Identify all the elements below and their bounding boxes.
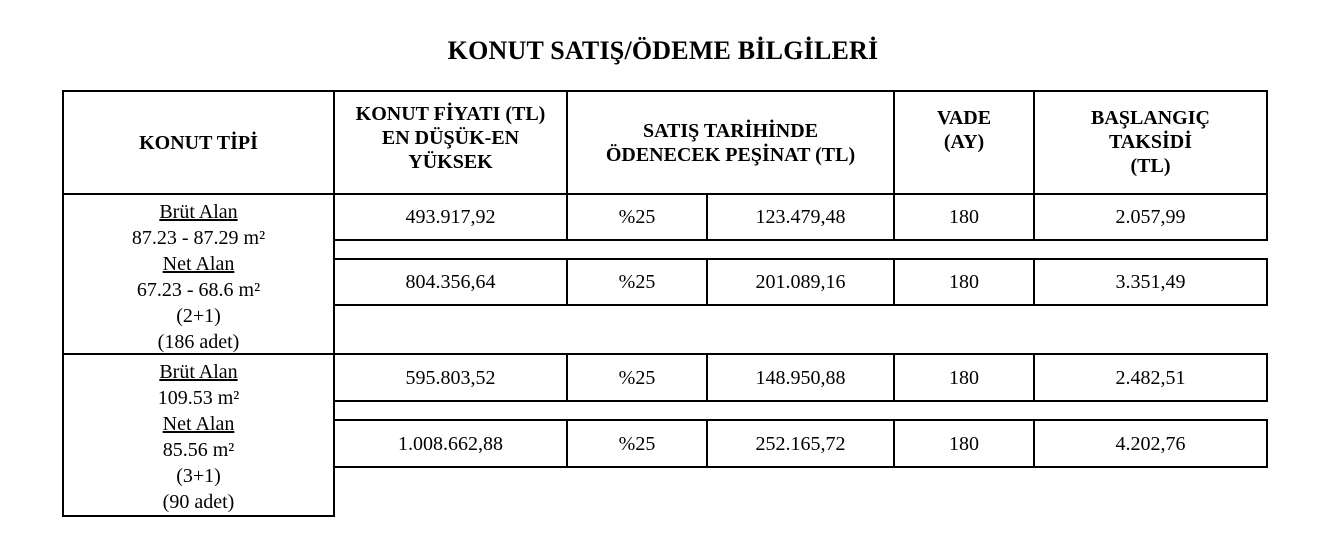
header-konut-tipi [62, 90, 335, 195]
row3-oran [566, 353, 708, 402]
brut-alan-value: 87.23 - 87.29 m² [131, 227, 266, 249]
header-vade [893, 90, 1035, 195]
row4-oran-value: %25 [618, 432, 656, 455]
row4-vade [893, 419, 1035, 468]
row4-fiyat [333, 419, 568, 468]
row1-taksit-value: 2.057,99 [1115, 206, 1186, 228]
unit-count: (90 adet) [162, 491, 235, 513]
brut-alan-label: Brüt Alan [159, 361, 238, 383]
header-fiyat-line3: YÜKSEK [408, 151, 493, 173]
net-alan-value: 67.23 - 68.6 m² [136, 279, 261, 301]
row1-oran-value: %25 [618, 206, 656, 228]
row1-pesinat-value: 123.479,48 [755, 206, 846, 228]
row4-taksit [1033, 419, 1268, 468]
header-konut-tipi-label: KONUT TİPİ [139, 131, 258, 154]
header-fiyat-line1: KONUT FİYATI (TL) [355, 103, 546, 125]
row3-taksit-value: 2.482,51 [1115, 366, 1186, 389]
header-pesinat [566, 90, 895, 195]
room-layout: (3+1) [176, 465, 221, 487]
header-pesinat-line2: ÖDENECEK PEŞİNAT (TL) [605, 143, 856, 166]
row3-oran-value: %25 [618, 366, 656, 389]
row4-pesinat-value: 252.165,72 [755, 432, 846, 455]
row3-fiyat [333, 353, 568, 402]
header-konut-fiyati [333, 90, 568, 195]
konut-tipi-cell-3plus1 [62, 353, 335, 517]
row2-pesinat-value: 201.089,16 [755, 271, 846, 293]
row2-fiyat [333, 258, 568, 306]
row4-oran [566, 419, 708, 468]
row3-fiyat-value: 595.803,52 [405, 366, 496, 389]
row2-taksit-value: 3.351,49 [1115, 271, 1186, 293]
row1-fiyat-value: 493.917,92 [405, 206, 496, 228]
row1-vade-value: 180 [949, 206, 979, 228]
header-baslangic-taksidi [1033, 90, 1268, 195]
row2-vade-value: 180 [949, 271, 979, 293]
header-taksit-line1: BAŞLANGIÇ [1091, 107, 1210, 129]
row2-pesinat [706, 258, 895, 306]
net-alan-label: Net Alan [162, 413, 235, 435]
konut-tipi-cell-2plus1 [62, 193, 335, 355]
header-pesinat-line1: SATIŞ TARİHİNDE [642, 119, 819, 142]
row1-vade [893, 193, 1035, 241]
header-taksit-line2: TAKSİDİ [1109, 131, 1192, 153]
brut-alan-label: Brüt Alan [159, 201, 238, 223]
room-layout: (2+1) [176, 305, 221, 327]
row3-pesinat [706, 353, 895, 402]
row2-taksit [1033, 258, 1268, 306]
row2-vade [893, 258, 1035, 306]
row4-taksit-value: 4.202,76 [1115, 432, 1186, 455]
unit-count: (186 adet) [157, 331, 240, 353]
row2-oran-value: %25 [618, 271, 656, 293]
row3-taksit [1033, 353, 1268, 402]
row1-oran [566, 193, 708, 241]
brut-alan-value: 109.53 m² [157, 387, 240, 409]
row4-pesinat [706, 419, 895, 468]
page-title: KONUT SATIŞ/ÖDEME BİLGİLERİ [447, 36, 879, 65]
header-vade-line1: VADE [936, 107, 992, 129]
row3-pesinat-value: 148.950,88 [755, 366, 846, 389]
header-taksit-line3: (TL) [1130, 155, 1171, 177]
row3-vade [893, 353, 1035, 402]
row1-fiyat [333, 193, 568, 241]
row1-taksit [1033, 193, 1268, 241]
row2-oran [566, 258, 708, 306]
net-alan-value: 85.56 m² [162, 439, 235, 461]
row3-vade-value: 180 [949, 366, 979, 389]
row1-pesinat [706, 193, 895, 241]
row2-fiyat-value: 804.356,64 [405, 271, 496, 293]
row4-vade-value: 180 [949, 432, 979, 455]
header-vade-line2: (AY) [943, 131, 985, 153]
header-fiyat-line2: EN DÜŞÜK-EN [381, 127, 520, 149]
row4-fiyat-value: 1.008.662,88 [398, 432, 503, 455]
net-alan-label: Net Alan [162, 253, 235, 275]
